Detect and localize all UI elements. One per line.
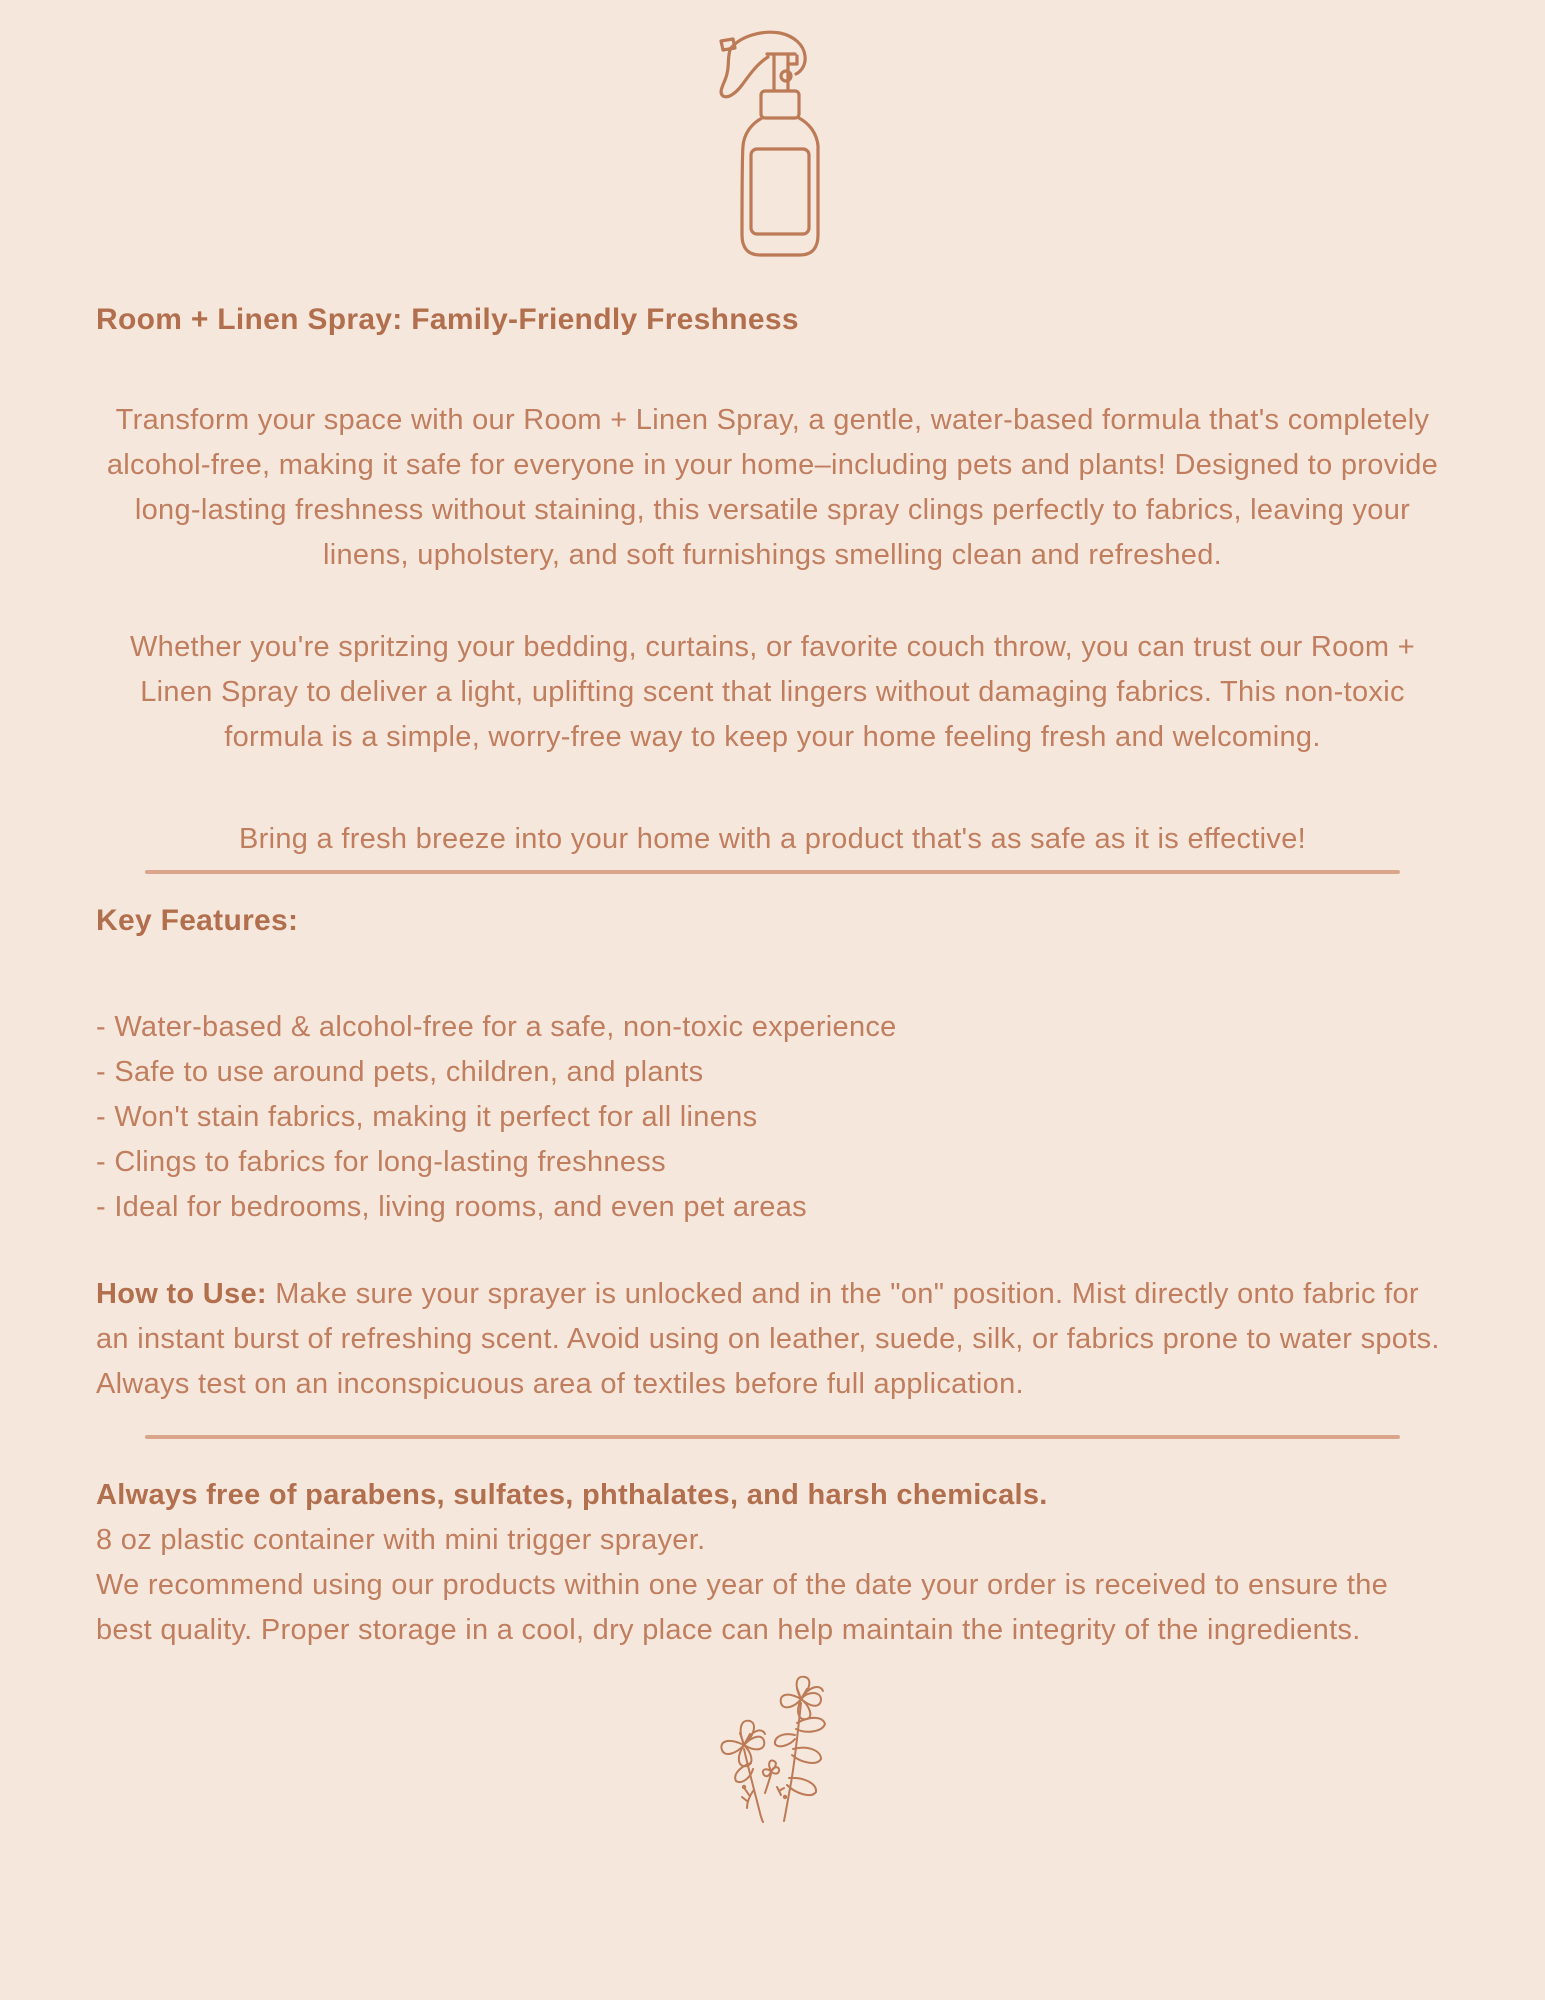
- list-item: - Ideal for bedrooms, living rooms, and even pet areas: [96, 1191, 807, 1223]
- page-title: Room + Linen Spray: Family-Friendly Freshness: [96, 303, 799, 336]
- wildflower-sprig-icon: [96, 1675, 1449, 1830]
- list-item: - Safe to use around pets, children, and plants: [96, 1056, 704, 1088]
- details-container: 8 oz plastic container with mini trigger sprayer.: [96, 1524, 706, 1556]
- intro-paragraph-2: Whether you're spritzing your bedding, curtains, or favorite couch throw, you can trust our Room + Linen Spray to deliver a light, uplifting scent that lingers without damaging fabrics. This non-toxic formula is a simple, worry-free way to keep your home feeling fresh and welcoming.: [130, 631, 1415, 753]
- intro-paragraph-3: Bring a fresh breeze into your home with a product that's as safe as it is effective!: [239, 823, 1306, 855]
- key-features-list: [96, 1005, 1449, 1230]
- list-item: - Clings to fabrics for long-lasting freshness: [96, 1146, 666, 1178]
- details-shelf-life: We recommend using our products within one year of the date your order is received to ensure the best quality. Proper storage in a cool, dry place can help maintain the integrity of the ingredients.: [96, 1569, 1389, 1646]
- list-item: - Water-based & alcohol-free for a safe, non-toxic experience: [96, 1011, 897, 1043]
- section-divider: [145, 870, 1400, 874]
- spray-bottle-icon: [96, 0, 1449, 265]
- key-features-heading: Key Features:: [96, 904, 299, 937]
- how-to-use-label: How to Use:: [96, 1278, 267, 1310]
- how-to-use-paragraph: [96, 1272, 1449, 1407]
- intro-paragraph-1: Transform your space with our Room + Linen Spray, a gentle, water-based formula that's completely alcohol-free, making it safe for everyone in your home–including pets and plants! Designed to provide long-lasting freshness without staining, this versatile spray clings perfectly to fabrics, leaving your linens, upholstery, and soft furnishings smelling clean and refreshed.: [106, 404, 1439, 571]
- list-item: - Won't stain fabrics, making it perfect for all linens: [96, 1101, 758, 1133]
- how-to-use-text: Make sure your sprayer is unlocked and in the "on" position. Mist directly onto fabric for an instant burst of refreshing scent. Avoid using on leather, suede, silk, or fabrics prone to water spots. Always test on an inconspicuous area of textiles before full application.: [96, 1278, 1440, 1400]
- section-divider: [145, 1435, 1400, 1439]
- details-free-of: Always free of parabens, sulfates, phthalates, and harsh chemicals.: [96, 1479, 1048, 1511]
